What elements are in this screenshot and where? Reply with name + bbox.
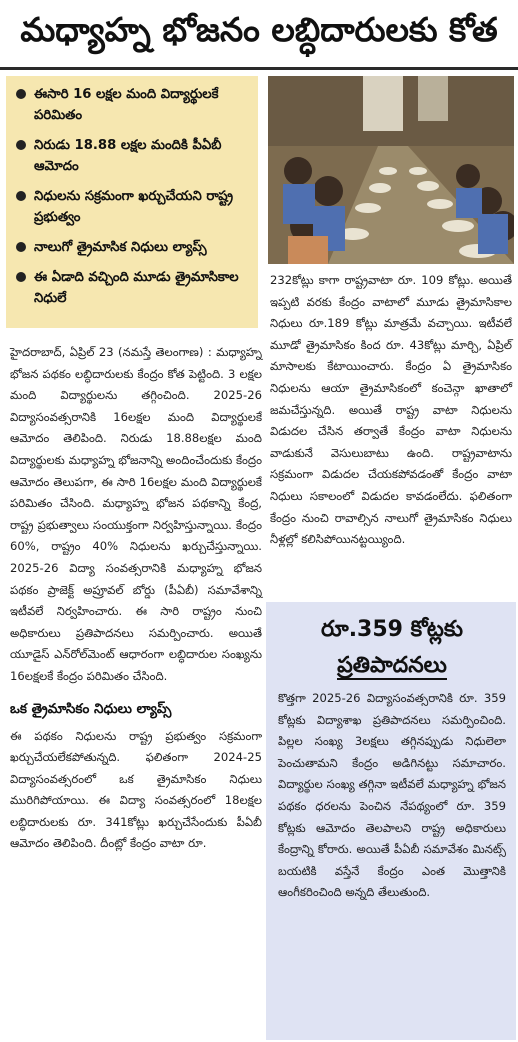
highlight-text: ఈసారి 16 లక్షల మంది విద్యార్థులకే పరిమితం	[34, 87, 219, 123]
bullet-icon	[16, 191, 26, 201]
sidebar-title-line1: రూ.359 కోట్లకు	[320, 617, 464, 642]
sidebar-title-line2: ప్రతిపాదనలు	[337, 653, 447, 678]
section-subhead: ఒక త్రైమాసికం నిధులు ల్యాప్స్‌	[10, 700, 172, 717]
article-body-left: హైదరాబాద్‌, ఏప్రిల్‌ 23 (నమస్తే తెలంగాణ) : మధ్యాహ్న భోజన పథకం లబ్ధిదారులకు కేంద్రం కోత పెట్టింది. 3 లక్షల మంది విద్యార్థులను తగ్గించింది. 2025-26 విద్యాసంవత్సరానికి 16లక్షల మంది విద్యార్థులకే ఆమోదం తెలిపింది. నిరుడు 18.88లక్షల మంది విద్యార్థులకు మధ్యాహ్న భోజనాన్ని అందించేందుకు కేంద్రం ఆమోదం తెలుపగా, ఈ సారి 16లక్షల మంది విద్యార్థులకే పరిమితం చేసింది. మధ్యాహ్న భోజన పథకాన్ని కేంద్ర, రాష్ట్ర ప్రభుత్వాలు సంయుక్తంగా నిర్వహిస్తున్నాయి. కేంద్రం 60%, రాష్ట్రం 40% నిధులను ఖర్చుచేస్తున్నాయి. 2025-26 విద్యా సంవత్సరానికి మధ్యాహ్న భోజన పథకం ప్రాజెక్ట్‌ అప్రూవల్‌ బోర్డు (పీఏబీ) సమావేశాన్ని ఇటీవలే నిర్వహించారు. ఈ సారి రాష్ట్రం నుంచి అధికారులు ప్రతిపాదనలు సమర్పించారు. అయితే యూడైస్‌ ఎన్‌రోల్‌మెంట్‌ ఆధారంగా లబ్ధిదారుల సంఖ్యను 16లక్షలకే కేంద్రం పరిమితం చేసింది.	[10, 345, 262, 683]
highlight-text: ఈ ఏడాది వచ్చింది మూడు త్రైమాసికాల నిధులే	[34, 270, 239, 306]
highlight-item	[12, 237, 252, 258]
sidebar-box	[266, 602, 516, 1040]
highlight-text: నాలుగో త్రైమాసిక నిధులు ల్యాప్స్‌	[34, 240, 207, 255]
sidebar-title	[278, 612, 506, 684]
article-body-left-2: ఈ పథకం నిధులను రాష్ట్ర ప్రభుత్వం సక్రమంగా ఖర్చుచేయలేకపోతున్నది. ఫలితంగా 2024-25 విద్యాసంవత్సరంలో ఒక త్రైమాసికం నిధులు మురిగిపోయాయి. ఈ విద్యా సంవత్సరంలో 18లక్షల లబ్ధిదారులకు రూ. 341కోట్లు ఖర్చుచేసేందుకు పీఏబీ ఆమోదం తెలిపింది. దీంట్లో కేంద్రం వాటా రూ.	[10, 728, 262, 851]
headline: మధ్యాహ్న భోజనం లబ్ధిదారులకు కోత	[0, 0, 518, 70]
highlight-text: నిరుడు 18.88 లక్షల మందికి పీఏబీ ఆమోదం	[34, 138, 222, 174]
left-column-body	[10, 342, 262, 855]
bullet-icon	[16, 272, 26, 282]
highlight-item	[12, 267, 252, 309]
highlight-text: నిధులను సక్రమంగా ఖర్చుచేయని రాష్ట్ర ప్రభుత్వం	[34, 189, 234, 225]
news-photo	[268, 76, 514, 264]
students-eating-photo	[268, 76, 514, 264]
bullet-icon	[16, 89, 26, 99]
bullet-icon	[16, 140, 26, 150]
highlight-item	[12, 84, 252, 126]
highlight-item	[12, 186, 252, 228]
highlights-box	[6, 76, 258, 328]
right-column-body	[270, 270, 512, 551]
highlight-item	[12, 135, 252, 177]
sidebar-body: కొత్తగా 2025-26 విద్యాసంవత్సరానికి రూ. 359 కోట్లకు విద్యాశాఖ ప్రతిపాదనలు సమర్పించింది. పిల్లల సంఖ్య 3లక్షలు తగ్గినప్పుడు నిధులెలా పెంచుతామని కేంద్రం అడిగినట్టు సమాచారం. విద్యార్థుల సంఖ్య తగ్గినా ఇటీవలే మధ్యాహ్న భోజన పథకం ధరలను పెంచిన నేపథ్యంలో రూ. 359 కోట్లకు ఆమోదం తెలపాలని రాష్ట్ర అధికారులు కేంద్రాన్ని కోరారు. అయితే పీఏబీ సమావేశం మినట్స్‌ బయటికి వస్తేనే కేంద్రం ఎంత మొత్తానికి ఆంగీకరించింది అన్నది తేలుతుంది.	[278, 691, 506, 900]
bullet-icon	[16, 242, 26, 252]
article-body-right: 232కోట్లు కాగా రాష్ట్రవాటా రూ. 109 కోట్లు. అయితే ఇప్పటి వరకు కేంద్రం వాటాలో మూడు త్రైమాసికాల నిధులు రూ.189 కోట్లు మాత్రమే వచ్చాయి. ఇటీవలే మూడో త్రైమాసికం కింద రూ. 43కోట్లు మార్చి, ఏప్రిల్‌ మాసాలకు కేటాయించారు. కేంద్రం ఏ త్రైమాసికం నిధులను ఆయా త్రైమాసికంలో కంచెన్గా ఖాతాలో జమచేస్తున్నది. అయితే రాష్ట్ర వాటా నిధులను విడుదల చేసిన తర్వాతే కేంద్రం వాటా నిధులను వాడుకునే వెసులుబాటు ఉంది. రాష్ట్రవాటాను సక్రమంగా విడుదల చేయకపోవడంతో కేంద్రం వాటా నిధులు సకాలంలో విడుదల కావడంలేదు. ఫలితంగా కేంద్రం నుంచి రావాల్సిన నాలుగో త్రైమాసికం నిధులు నీళ్లల్లో కలిసిపోయినట్టయ్యింది.	[270, 273, 512, 547]
